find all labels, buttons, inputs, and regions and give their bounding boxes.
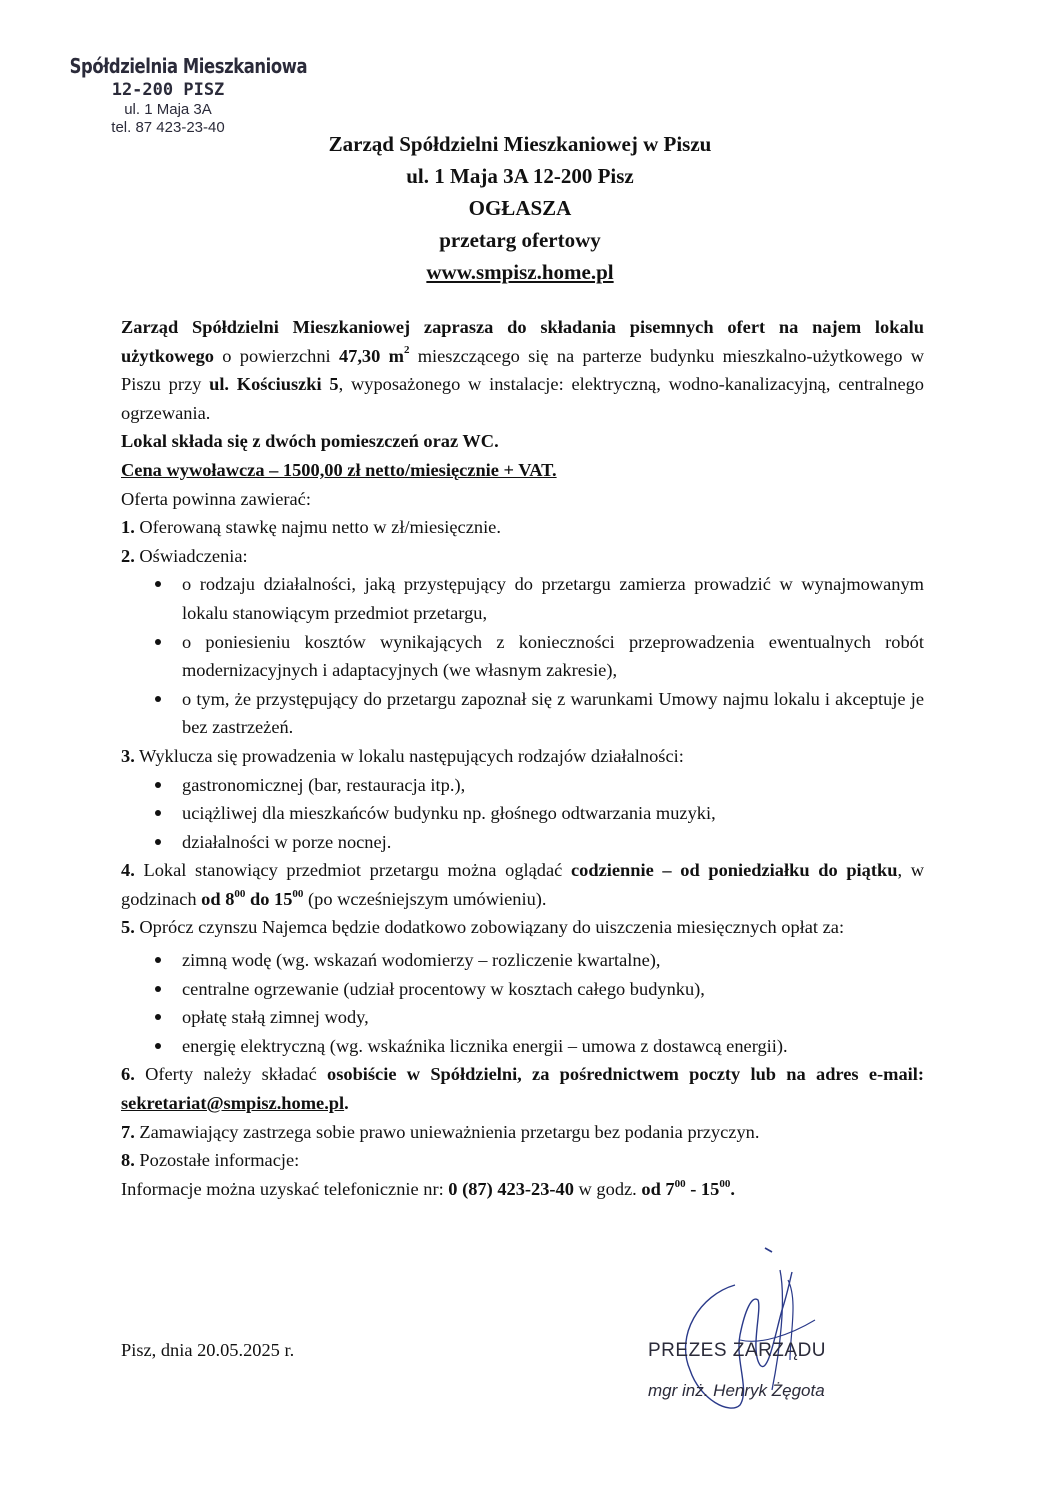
intro-text-1: o powierzchni	[213, 345, 339, 366]
bullet-icon	[155, 581, 161, 587]
offer-intro: Oferta powinna zawierać:	[121, 488, 311, 509]
list-item-text: gastronomicznej (bar, restauracja itp.),	[182, 774, 466, 795]
cooperative-stamp	[48, 54, 308, 137]
list-item-text: energię elektryczną (wg. wskaźnika licznika energii – umowa z dostawcą energii).	[182, 1035, 788, 1056]
contact-phone: 0 (87) 423-23-40	[448, 1178, 574, 1199]
price-line	[121, 456, 924, 485]
bullet-icon	[155, 1043, 161, 1049]
item-7-number: 7.	[121, 1121, 135, 1142]
item-3-number: 3.	[121, 745, 135, 766]
item-8-number: 8.	[121, 1150, 135, 1171]
contact-from: od 7	[641, 1178, 675, 1199]
rooms-line	[121, 427, 924, 456]
bullet-icon	[155, 1014, 161, 1020]
item-4-text-1: Lokal stanowiący przedmiot przetargu można oglądać	[134, 860, 571, 881]
item-6-text: Oferty należy składać	[134, 1064, 328, 1085]
item-7-text: Zamawiający zastrzega sobie prawo unieważnienia przetargu bez podania przyczyn.	[134, 1121, 760, 1142]
bullet-icon	[155, 839, 161, 845]
list-item-text: zimną wodę (wg. wskazań wodomierzy – rozliczenie kwartalne),	[182, 950, 661, 971]
list-item	[121, 570, 924, 627]
item-2-number: 2.	[121, 545, 135, 566]
announcement-header	[270, 128, 770, 288]
header-website-link[interactable]: www.smpisz.home.pl	[426, 260, 614, 284]
intro-text-2: mieszczącego się na parterze budynku mieszkalno-użytkowego w Piszu przy	[121, 345, 924, 395]
list-item-text: uciążliwej dla mieszkańców budynku np. głośnego odtwarzania muzyki,	[182, 803, 716, 824]
signatory-name: mgr inż. Henryk Żęgota	[648, 1381, 825, 1400]
rooms-text: Lokal składa się z dwóch pomieszczeń oraz WC.	[121, 431, 499, 452]
header-board: Zarząd Spółdzielni Mieszkaniowej w Piszu	[328, 132, 712, 156]
bullet-icon	[155, 810, 161, 816]
contact-to: - 15	[685, 1178, 720, 1199]
item-4-to-sup: 00	[292, 887, 304, 900]
list-item-text: opłatę stałą zimnej wody,	[182, 1007, 369, 1028]
list-item	[121, 1003, 924, 1032]
item-6	[121, 1060, 924, 1117]
intro-street: ul. Kościuszki 5	[209, 374, 339, 395]
item-3	[121, 742, 924, 771]
bullet-icon	[155, 639, 161, 645]
email-link[interactable]: sekretariat@smpisz.home.pl	[121, 1093, 345, 1114]
list-item	[121, 946, 924, 975]
item-5-list	[121, 946, 924, 1060]
list-item-text: o rodzaju działalności, jaką przystępujący do przetargu zamierza prowadzić w wynajmowanym lokalu stanowiącym przedmiot przetargu,	[182, 574, 924, 623]
list-item	[121, 828, 924, 857]
contact-to-sup: 00	[719, 1177, 731, 1190]
item-7	[121, 1118, 924, 1147]
item-2	[121, 542, 924, 571]
item-4-text-2: , w godzinach	[121, 860, 924, 909]
item-4-days: codziennie – od poniedziałku do piątku	[570, 860, 898, 881]
item-8-text: Pozostałe informacje:	[134, 1150, 300, 1171]
contact-from-sup: 00	[674, 1177, 686, 1190]
bullet-icon	[155, 782, 161, 788]
contact-line	[121, 1175, 924, 1204]
item-2-text: Oświadczenia:	[134, 545, 248, 566]
item-1-text: Oferowaną stawkę najmu netto w zł/miesięcznie.	[134, 517, 501, 538]
item-3-text: Wyklucza się prowadzenia w lokalu następujących rodzajów działalności:	[134, 745, 684, 766]
item-6-number: 6.	[121, 1064, 135, 1085]
list-item	[121, 975, 924, 1004]
intro-area-sup: 2	[403, 344, 410, 357]
stamp-phone: tel. 87 423-23-40	[111, 119, 225, 136]
contact-period: .	[730, 1178, 735, 1199]
item-6-methods: osobiście w Spółdzielni, za pośrednictwem poczty lub na adres e-mail:	[327, 1064, 924, 1085]
intro-area-value: 47,30 m	[338, 345, 404, 366]
item-5-number: 5.	[121, 917, 135, 938]
item-6-period: .	[344, 1093, 349, 1114]
intro-area	[339, 346, 410, 366]
stamp-street: ul. 1 Maja 3A	[124, 101, 212, 118]
stamp-name: Spółdzielnia Mieszkaniowa	[69, 54, 308, 78]
header-tender-type: przetarg ofertowy	[439, 228, 601, 252]
document-date: Pisz, dnia 20.05.2025 r.	[121, 1340, 295, 1360]
list-item	[121, 1032, 924, 1061]
bullet-icon	[155, 957, 161, 963]
list-item	[121, 771, 924, 800]
item-3-list	[121, 771, 924, 857]
item-5	[121, 913, 924, 942]
bullet-icon	[155, 696, 161, 702]
item-8	[121, 1146, 924, 1175]
contact-text-1: Informacje można uzyskać telefonicznie nr:	[121, 1178, 449, 1199]
list-item-text: działalności w porze nocnej.	[182, 831, 392, 852]
announcement-body	[121, 313, 924, 1203]
item-4-to: do 15	[245, 888, 293, 909]
intro-bold-invitation: Zarząd Spółdzielni Mieszkaniowej zaprasza do składania pisemnych ofert na najem lokalu użytkowego	[121, 317, 924, 366]
item-2-list	[121, 570, 924, 742]
signatory-title: PREZES ZARZĄDU	[648, 1340, 827, 1361]
item-1	[121, 513, 924, 542]
item-1-number: 1.	[121, 517, 135, 538]
list-item	[121, 628, 924, 685]
item-4-from-sup: 00	[234, 887, 246, 900]
bullet-icon	[155, 986, 161, 992]
list-item	[121, 799, 924, 828]
header-announces: OGŁASZA	[468, 196, 572, 220]
list-item	[121, 685, 924, 742]
intro-text-3: , wyposażonego w instalacje: elektryczną, wodno-kanalizacyjną, centralnego ogrzewania.	[121, 374, 924, 423]
list-item-text: o poniesieniu kosztów wynikających z konieczności przeprowadzenia ewentualnych robót modernizacyjnych i adaptacyjnych (we własnym zakresie),	[182, 631, 924, 681]
contact-hours	[641, 1179, 735, 1199]
stamp-postcode: 12-200 PISZ	[111, 80, 225, 100]
item-4-from: od 8	[201, 888, 235, 909]
price-text: Cena wywoławcza – 1500,00 zł netto/miesięcznie + VAT.	[121, 459, 557, 480]
item-5-text: Oprócz czynszu Najemca będzie dodatkowo zobowiązany do uiszczenia miesięcznych opłat za:	[134, 917, 845, 938]
item-4-text-3: (po wcześniejszym umówieniu).	[303, 888, 547, 909]
item-4-hours	[201, 889, 303, 909]
list-item-text: o tym, że przystępujący do przetargu zapoznał się z warunkami Umowy najmu lokalu i akceptuje je bez zastrzeżeń.	[182, 688, 924, 738]
intro-paragraph	[121, 313, 924, 427]
item-4-number: 4.	[121, 860, 135, 881]
contact-text-2: w godz.	[573, 1178, 642, 1199]
header-address: ul. 1 Maja 3A 12-200 Pisz	[406, 164, 634, 188]
list-item-text: centralne ogrzewanie (udział procentowy w kosztach całego budynku),	[182, 978, 705, 999]
handwritten-signature	[640, 1240, 860, 1430]
item-4	[121, 856, 924, 913]
